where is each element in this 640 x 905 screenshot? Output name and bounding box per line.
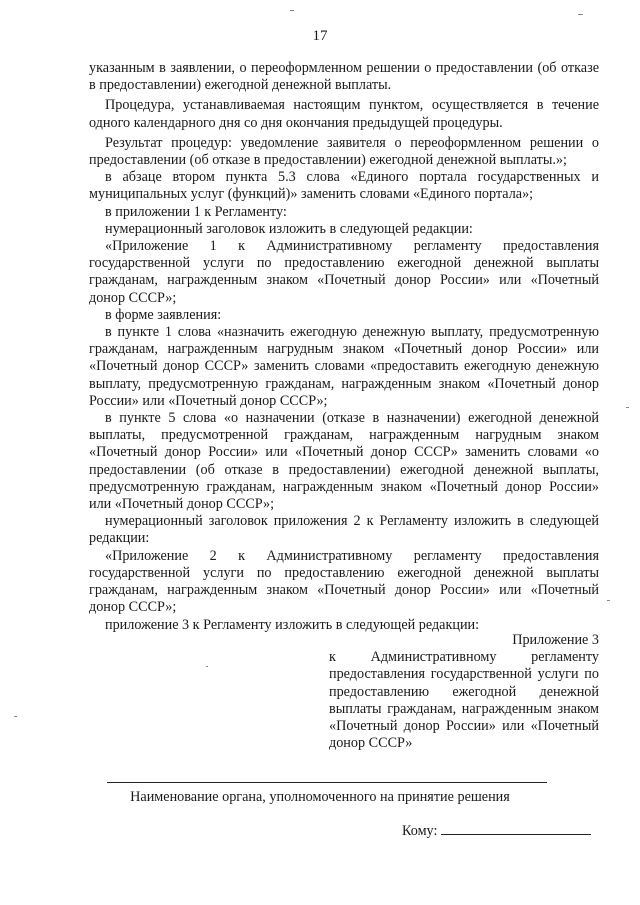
paragraph: указанным в заявлении, о переоформленном решении о предоставлении (об отказе в предоставлении) ежегодной денежной выплаты. <box>89 60 599 94</box>
paragraph: в приложении 1 к Регламенту: <box>105 203 287 220</box>
recipient-field <box>402 820 591 840</box>
organ-caption: Наименование органа, уполномоченного на принятие решения <box>130 789 510 805</box>
scan-speck <box>14 716 17 717</box>
paragraph: нумерационный заголовок приложения 2 к Регламенту изложить в следующей редакции: <box>89 513 599 547</box>
appendix-heading: Приложение 3 <box>512 632 599 648</box>
paragraph: приложение 3 к Регламенту изложить в следующей редакции: <box>105 616 480 633</box>
recipient-blank-line <box>441 820 591 835</box>
scan-speck <box>626 407 629 408</box>
paragraph: Результат процедур: уведомление заявителя о переоформленном решении о предоставлении (об отказе в предоставлении) ежегодной денежной выплаты.»; <box>89 134 599 169</box>
scan-speck <box>290 10 294 11</box>
page-number: 17 <box>312 28 328 44</box>
paragraph: в абзаце втором пункта 5.3 слова «Единого портала государственных и муниципальных услуг (функций)» заменить словами «Единого портала»; <box>89 169 599 203</box>
document-body <box>89 60 599 634</box>
paragraph: в пункте 1 слова «назначить ежегодную денежную выплату, предусмотренную гражданам, награжденным нагрудным знаком «Почетный донор России» или «Почетный донор СССР» заменить словами «предоставить ежегодную денежную выплату, предусмотренную гражданам, награжденным знаком «Почетный донор России» или «Почетный донор СССР»; <box>89 324 599 409</box>
scan-speck <box>607 600 610 601</box>
paragraph: Процедура, устанавливаемая настоящим пунктом, осуществляется в течение одного календарного дня со дня окончания предыдущей процедуры. <box>89 97 599 131</box>
appendix-text: к Административному регламенту предоставления государственной услуги по предоставлению ежегодной денежной выплаты гражданам, награжденным знаком «Почетный донор России» или «Почетный донор СССР» <box>329 649 599 752</box>
recipient-label: Кому: <box>402 823 438 839</box>
paragraph: «Приложение 2 к Административному регламенту предоставления государственной услуги по предоставлению ежегодной денежной выплаты гражданам, награжденным знаком «Почетный донор России» или «Почетный донор СССР»; <box>89 547 599 616</box>
appendix-block <box>329 632 599 752</box>
paragraph: в форме заявления: <box>105 306 222 323</box>
paragraph: «Приложение 1 к Административному регламенту предоставления государственной услуги по предоставлению ежегодной денежной выплаты гражданам, награжденным знаком «Почетный донор России» или «Почетный донор СССР»; <box>89 238 599 306</box>
scan-speck <box>578 14 583 15</box>
paragraph: нумерационный заголовок изложить в следующей редакции: <box>105 220 473 237</box>
organ-name-line <box>107 782 547 783</box>
paragraph: в пункте 5 слова «о назначении (отказе в назначении) ежегодной денежной выплаты, предусмотренной гражданам, награжденным нагрудным знаком «Почетный донор России» или «Почетный донор СССР» заменить словами «о предоставлении (об отказе в предоставлении) ежегодной денежной выплаты, предусмотренную гражданам, награжденным знаком «Почетный донор России» или «Почетный донор СССР»; <box>89 410 599 513</box>
scan-speck <box>206 666 208 667</box>
